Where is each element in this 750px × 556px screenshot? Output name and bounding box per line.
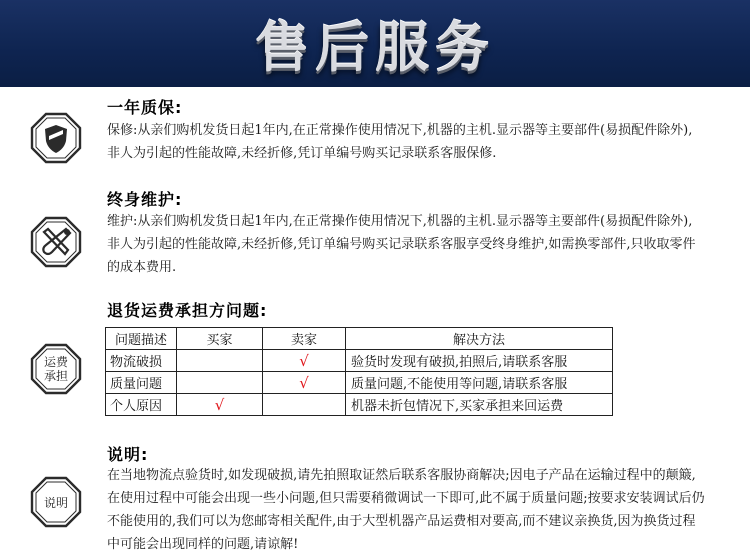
buyer-check (177, 350, 263, 372)
seller-check: √ (263, 372, 346, 394)
solution-cell: 质量问题,不能使用等问题,请联系客服 (346, 372, 613, 394)
issue-cell: 个人原因 (106, 394, 177, 416)
shield-icon (30, 112, 82, 164)
notice-badge-icon (30, 476, 82, 528)
tools-icon (30, 216, 82, 268)
table-row (106, 394, 613, 416)
header-solution: 解决方法 (346, 328, 613, 350)
buyer-check: √ (177, 394, 263, 416)
buyer-check (177, 372, 263, 394)
issue-cell: 质量问题 (106, 372, 177, 394)
section-title-notes: 说明: (107, 445, 149, 464)
table-header-row (106, 328, 613, 350)
table-row (106, 372, 613, 394)
header-buyer: 买家 (177, 328, 263, 350)
seller-check (263, 394, 346, 416)
table-row (106, 350, 613, 372)
maintenance-text: 维护:从亲们购机发货日起1年内,在正常操作使用情况下,机器的主机.显示器等主要部件(易损配件除外),非人为引起的性能故障,未经折修,凭订单编号购买记录联系客服享受终身维护,如需换零部件,只收取零件的成本费用. (107, 214, 696, 275)
shipping-badge-line1: 运费 (43, 355, 69, 369)
returns-table (105, 327, 613, 416)
header-seller: 卖家 (263, 328, 346, 350)
section-title-returns: 退货运费承担方问题: (107, 301, 268, 320)
solution-cell: 验货时发现有破损,拍照后,请联系客服 (346, 350, 613, 372)
header-banner (0, 0, 750, 87)
seller-check: √ (263, 350, 346, 372)
notes-text: 在当地物流点验货时,如发现破损,请先拍照取证然后联系客服协商解决;因电子产品在运输过程中的颠簸,在使用过程中可能会出现一些小问题,但只需要稍微调试一下即可,此不属于质量问题;按要求安装调试后仍不能使用的,我们可以为您邮寄相关配件,由于大型机器产品运费相对要高,而不建议亲换货,因为换货过程中可能会出现同样的问题,请谅解! (107, 468, 705, 552)
solution-cell: 机器未折包情况下,买家承担来回运费 (346, 394, 613, 416)
section-title-warranty: 一年质保: (107, 98, 183, 117)
shipping-badge-line2: 承担 (43, 369, 69, 383)
warranty-text: 保修:从亲们购机发货日起1年内,在正常操作使用情况下,机器的主机.显示器等主要部件(易损配件除外),非人为引起的性能故障,未经折修,凭订单编号购买记录联系客服保修. (107, 123, 693, 161)
issue-cell: 物流破损 (106, 350, 177, 372)
section-title-maintenance: 终身维护: (107, 190, 183, 209)
shipping-badge-icon (30, 343, 82, 395)
banner-title: 售后服务 (255, 16, 495, 79)
header-issue: 问题描述 (106, 328, 177, 350)
notice-badge-text: 说明 (43, 496, 69, 510)
